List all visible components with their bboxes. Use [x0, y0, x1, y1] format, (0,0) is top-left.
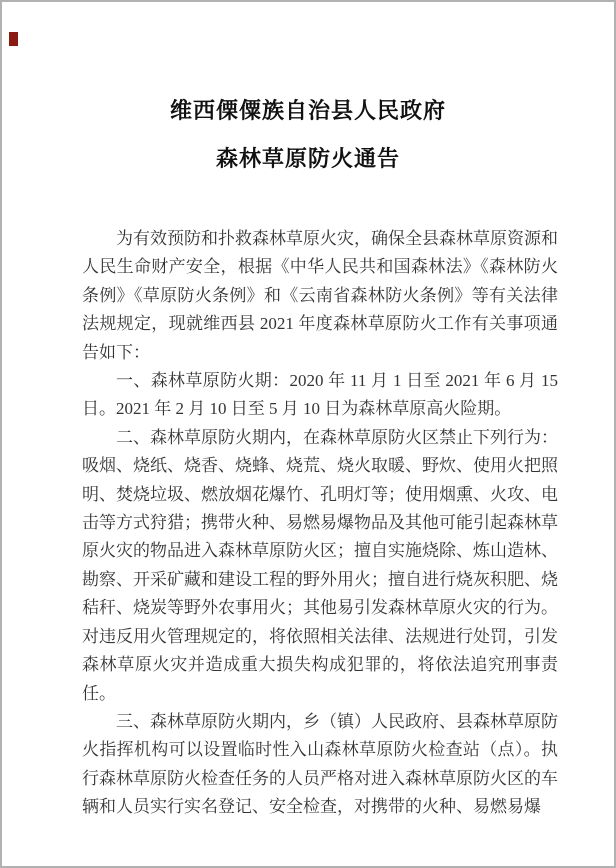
document-header: [2, 2, 614, 173]
paragraph-item-1: 一、森林草原防火期：2020 年 11 月 1 日至 2021 年 6 月 15 日。2021 年 2 月 10 日至 5 月 10 日为森林草原高火险期。: [82, 371, 558, 419]
paragraph-item-3: 三、森林草原防火期内，乡（镇）人民政府、县森林草原防火指挥机构可以设置临时性入山森林草原防火检查站（点）。执行森林草原防火检查任务的人员严格对进入森林草原防火区的车辆和人员实行实名登记、安全检查，对携带的火种、易燃易爆: [82, 711, 558, 817]
document-title-line-1: 维西傈僳族自治县人民政府: [169, 98, 446, 123]
document-title-line-2: 森林草原防火通告: [215, 146, 400, 171]
document-body: [2, 225, 614, 822]
paragraph-opening: 为有效预防和扑救森林草原火灾，确保全县森林草原资源和人民生命财产安全，根据《中华人民共和国森林法》《森林防火条例》《草原防火条例》和《云南省森林防火条例》等有关法律法规规定，现就维西县 2021 年度森林草原防火工作有关事项通告如下：: [82, 229, 558, 362]
corner-mark: [9, 32, 18, 46]
paragraph-item-2: 二、森林草原防火期内，在森林草原防火区禁止下列行为：吸烟、烧纸、烧香、烧蜂、烧荒、烧火取暖、野炊、使用火把照明、焚烧垃圾、燃放烟花爆竹、孔明灯等；使用烟熏、火攻、电击等方式狩猎；携带火种、易燃易爆物品及其他可能引起森林草原火灾的物品进入森林草原防火区；擅自实施烧除、炼山造林、勘察、开采矿藏和建设工程的野外用火；擅自进行烧灰积肥、烧秸秆、烧炭等野外农事用火；其他易引发森林草原火灾的行为。对违反用火管理规定的，将依照相关法律、法规进行处罚，引发森林草原火灾并造成重大损失构成犯罪的，将依法追究刑事责任。: [82, 427, 558, 703]
